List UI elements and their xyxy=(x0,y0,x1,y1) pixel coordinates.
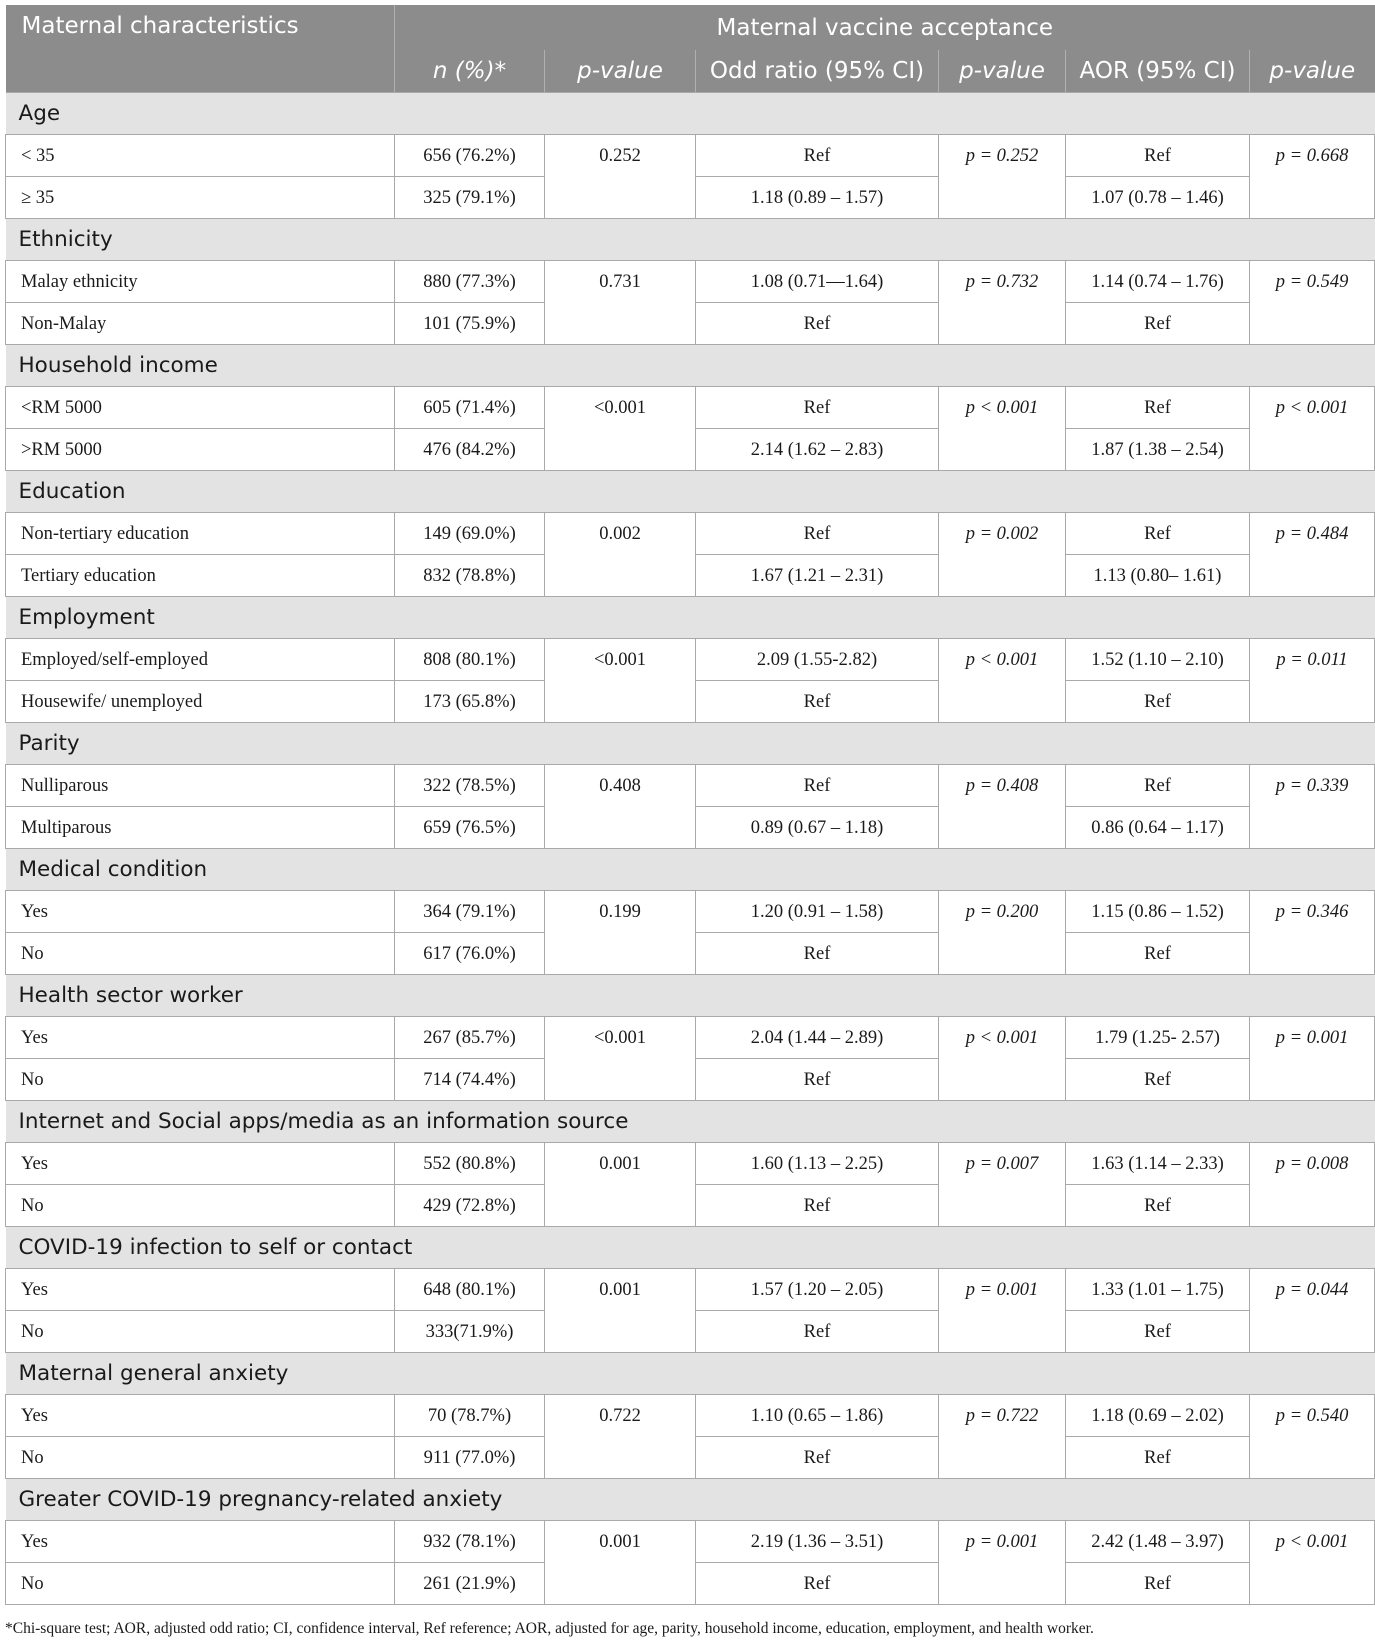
row-n-percent: 149 (69.0%) xyxy=(395,512,545,554)
group-title: COVID-19 infection to self or contact xyxy=(6,1226,1375,1268)
group-title: Education xyxy=(6,470,1375,512)
row-label: < 35 xyxy=(6,134,395,176)
row-n-percent: 832 (78.8%) xyxy=(395,554,545,596)
row-n-percent: 261 (21.9%) xyxy=(395,1562,545,1604)
p-value-or: p = 0.200 xyxy=(939,890,1066,974)
row-n-percent: 656 (76.2%) xyxy=(395,134,545,176)
row-n-percent: 267 (85.7%) xyxy=(395,1016,545,1058)
row-label: Yes xyxy=(6,1520,395,1562)
header-p-value-chi: p-value xyxy=(545,50,696,92)
p-value-chi: 0.722 xyxy=(545,1394,696,1478)
header-p-value-or: p-value xyxy=(939,50,1066,92)
row-n-percent: 808 (80.1%) xyxy=(395,638,545,680)
p-value-aor: p = 0.339 xyxy=(1250,764,1375,848)
row-n-percent: 911 (77.0%) xyxy=(395,1436,545,1478)
row-label: <RM 5000 xyxy=(6,386,395,428)
row-odds-ratio: 1.60 (1.13 – 2.25) xyxy=(696,1142,939,1184)
p-value-chi: <0.001 xyxy=(545,1016,696,1100)
row-odds-ratio: 2.04 (1.44 – 2.89) xyxy=(696,1016,939,1058)
group-header-row xyxy=(6,470,1375,512)
row-aor: 2.42 (1.48 – 3.97) xyxy=(1066,1520,1250,1562)
group-title: Parity xyxy=(6,722,1375,764)
row-aor: Ref xyxy=(1066,1436,1250,1478)
row-odds-ratio: 1.08 (0.71—1.64) xyxy=(696,260,939,302)
group-header-row xyxy=(6,596,1375,638)
header-odds-ratio: Odd ratio (95% CI) xyxy=(696,50,939,92)
p-value-aor: p = 0.484 xyxy=(1250,512,1375,596)
row-n-percent: 322 (78.5%) xyxy=(395,764,545,806)
row-aor: 1.18 (0.69 – 2.02) xyxy=(1066,1394,1250,1436)
p-value-or: p < 0.001 xyxy=(939,1016,1066,1100)
row-aor: 1.79 (1.25- 2.57) xyxy=(1066,1016,1250,1058)
row-aor: Ref xyxy=(1066,1562,1250,1604)
row-n-percent: 364 (79.1%) xyxy=(395,890,545,932)
table-row xyxy=(6,638,1375,680)
row-label: Tertiary education xyxy=(6,554,395,596)
row-aor: Ref xyxy=(1066,134,1250,176)
row-label: Housewife/ unemployed xyxy=(6,680,395,722)
p-value-chi: 0.001 xyxy=(545,1268,696,1352)
row-label: No xyxy=(6,1184,395,1226)
table-body xyxy=(6,92,1375,1604)
group-title: Age xyxy=(6,92,1375,134)
row-n-percent: 659 (76.5%) xyxy=(395,806,545,848)
row-odds-ratio: 0.89 (0.67 – 1.18) xyxy=(696,806,939,848)
row-odds-ratio: Ref xyxy=(696,512,939,554)
row-aor: 1.52 (1.10 – 2.10) xyxy=(1066,638,1250,680)
group-header-row xyxy=(6,218,1375,260)
p-value-chi: 0.252 xyxy=(545,134,696,218)
row-label: No xyxy=(6,1058,395,1100)
row-aor: 1.14 (0.74 – 1.76) xyxy=(1066,260,1250,302)
row-aor: 1.07 (0.78 – 1.46) xyxy=(1066,176,1250,218)
p-value-or: p = 0.252 xyxy=(939,134,1066,218)
row-n-percent: 476 (84.2%) xyxy=(395,428,545,470)
p-value-or: p = 0.722 xyxy=(939,1394,1066,1478)
row-aor: Ref xyxy=(1066,512,1250,554)
header-p-value-aor: p-value xyxy=(1250,50,1375,92)
row-label: Nulliparous xyxy=(6,764,395,806)
row-aor: Ref xyxy=(1066,1184,1250,1226)
p-value-or: p = 0.002 xyxy=(939,512,1066,596)
p-value-aor: p < 0.001 xyxy=(1250,386,1375,470)
group-title: Ethnicity xyxy=(6,218,1375,260)
row-label: Yes xyxy=(6,1016,395,1058)
group-header-row xyxy=(6,974,1375,1016)
row-n-percent: 552 (80.8%) xyxy=(395,1142,545,1184)
row-odds-ratio: Ref xyxy=(696,1058,939,1100)
table-row xyxy=(6,134,1375,176)
row-odds-ratio: 2.09 (1.55-2.82) xyxy=(696,638,939,680)
table-row xyxy=(6,1142,1375,1184)
p-value-or: p = 0.001 xyxy=(939,1520,1066,1604)
p-value-chi: 0.731 xyxy=(545,260,696,344)
row-aor: Ref xyxy=(1066,386,1250,428)
row-label: No xyxy=(6,1562,395,1604)
table-container xyxy=(5,5,1374,1605)
results-table xyxy=(5,5,1375,1605)
table-row xyxy=(6,512,1375,554)
row-odds-ratio: Ref xyxy=(696,764,939,806)
header-vaccine-acceptance: Maternal vaccine acceptance xyxy=(395,5,1375,50)
group-title: Maternal general anxiety xyxy=(6,1352,1375,1394)
row-label: ≥ 35 xyxy=(6,176,395,218)
p-value-chi: <0.001 xyxy=(545,638,696,722)
table-row xyxy=(6,386,1375,428)
p-value-aor: p = 0.044 xyxy=(1250,1268,1375,1352)
group-title: Household income xyxy=(6,344,1375,386)
row-n-percent: 714 (74.4%) xyxy=(395,1058,545,1100)
row-odds-ratio: Ref xyxy=(696,1184,939,1226)
p-value-aor: p = 0.011 xyxy=(1250,638,1375,722)
row-label: Multiparous xyxy=(6,806,395,848)
row-aor: Ref xyxy=(1066,1058,1250,1100)
table-row xyxy=(6,1016,1375,1058)
group-title: Medical condition xyxy=(6,848,1375,890)
row-label: Yes xyxy=(6,1268,395,1310)
header-aor: AOR (95% CI) xyxy=(1066,50,1250,92)
row-odds-ratio: Ref xyxy=(696,1436,939,1478)
p-value-chi: <0.001 xyxy=(545,386,696,470)
p-value-aor: p = 0.346 xyxy=(1250,890,1375,974)
table-header xyxy=(6,5,1375,92)
group-header-row xyxy=(6,722,1375,764)
row-label: Malay ethnicity xyxy=(6,260,395,302)
p-value-aor: p = 0.008 xyxy=(1250,1142,1375,1226)
row-label: No xyxy=(6,1310,395,1352)
p-value-or: p < 0.001 xyxy=(939,638,1066,722)
row-aor: 1.13 (0.80– 1.61) xyxy=(1066,554,1250,596)
p-value-or: p = 0.408 xyxy=(939,764,1066,848)
row-odds-ratio: Ref xyxy=(696,680,939,722)
row-odds-ratio: 2.14 (1.62 – 2.83) xyxy=(696,428,939,470)
p-value-chi: 0.001 xyxy=(545,1142,696,1226)
row-odds-ratio: Ref xyxy=(696,386,939,428)
row-odds-ratio: 1.20 (0.91 – 1.58) xyxy=(696,890,939,932)
row-label: Yes xyxy=(6,1142,395,1184)
row-aor: Ref xyxy=(1066,302,1250,344)
row-label: No xyxy=(6,1436,395,1478)
row-aor: Ref xyxy=(1066,680,1250,722)
p-value-chi: 0.408 xyxy=(545,764,696,848)
p-value-or: p = 0.007 xyxy=(939,1142,1066,1226)
p-value-or: p = 0.001 xyxy=(939,1268,1066,1352)
p-value-aor: p = 0.540 xyxy=(1250,1394,1375,1478)
row-label: Non-tertiary education xyxy=(6,512,395,554)
p-value-or: p = 0.732 xyxy=(939,260,1066,344)
row-aor: Ref xyxy=(1066,764,1250,806)
p-value-aor: p = 0.549 xyxy=(1250,260,1375,344)
row-n-percent: 429 (72.8%) xyxy=(395,1184,545,1226)
table-row xyxy=(6,260,1375,302)
group-header-row xyxy=(6,1100,1375,1142)
row-odds-ratio: Ref xyxy=(696,932,939,974)
group-title: Greater COVID-19 pregnancy-related anxiety xyxy=(6,1478,1375,1520)
p-value-chi: 0.002 xyxy=(545,512,696,596)
row-n-percent: 648 (80.1%) xyxy=(395,1268,545,1310)
group-header-row xyxy=(6,848,1375,890)
row-odds-ratio: 1.18 (0.89 – 1.57) xyxy=(696,176,939,218)
group-header-row xyxy=(6,1478,1375,1520)
row-label: >RM 5000 xyxy=(6,428,395,470)
table-row xyxy=(6,1394,1375,1436)
row-n-percent: 325 (79.1%) xyxy=(395,176,545,218)
group-header-row xyxy=(6,1352,1375,1394)
row-label: No xyxy=(6,932,395,974)
row-n-percent: 333(71.9%) xyxy=(395,1310,545,1352)
group-header-row xyxy=(6,1226,1375,1268)
row-n-percent: 605 (71.4%) xyxy=(395,386,545,428)
p-value-chi: 0.199 xyxy=(545,890,696,974)
table-row xyxy=(6,764,1375,806)
row-n-percent: 101 (75.9%) xyxy=(395,302,545,344)
row-n-percent: 880 (77.3%) xyxy=(395,260,545,302)
p-value-or: p < 0.001 xyxy=(939,386,1066,470)
row-aor: Ref xyxy=(1066,932,1250,974)
header-n-percent: n (%)* xyxy=(395,50,545,92)
row-odds-ratio: Ref xyxy=(696,302,939,344)
row-odds-ratio: Ref xyxy=(696,1562,939,1604)
row-aor: Ref xyxy=(1066,1310,1250,1352)
p-value-aor: p = 0.668 xyxy=(1250,134,1375,218)
header-characteristics: Maternal characteristics xyxy=(6,5,395,92)
row-aor: 1.33 (1.01 – 1.75) xyxy=(1066,1268,1250,1310)
table-row xyxy=(6,890,1375,932)
row-n-percent: 173 (65.8%) xyxy=(395,680,545,722)
p-value-chi: 0.001 xyxy=(545,1520,696,1604)
group-title: Employment xyxy=(6,596,1375,638)
table-row xyxy=(6,1268,1375,1310)
row-odds-ratio: Ref xyxy=(696,134,939,176)
table-row xyxy=(6,1520,1375,1562)
row-n-percent: 932 (78.1%) xyxy=(395,1520,545,1562)
row-odds-ratio: Ref xyxy=(696,1310,939,1352)
row-n-percent: 617 (76.0%) xyxy=(395,932,545,974)
row-aor: 1.15 (0.86 – 1.52) xyxy=(1066,890,1250,932)
row-odds-ratio: 1.67 (1.21 – 2.31) xyxy=(696,554,939,596)
row-aor: 1.63 (1.14 – 2.33) xyxy=(1066,1142,1250,1184)
p-value-aor: p = 0.001 xyxy=(1250,1016,1375,1100)
row-label: Yes xyxy=(6,1394,395,1436)
table-footnote: *Chi-square test; AOR, adjusted odd ratio; CI, confidence interval, Ref reference; AOR, adjusted for age, parity, household income, education, employment, and health worker. xyxy=(5,1620,1094,1637)
row-aor: 0.86 (0.64 – 1.17) xyxy=(1066,806,1250,848)
row-odds-ratio: 1.10 (0.65 – 1.86) xyxy=(696,1394,939,1436)
row-odds-ratio: 2.19 (1.36 – 3.51) xyxy=(696,1520,939,1562)
row-n-percent: 70 (78.7%) xyxy=(395,1394,545,1436)
row-odds-ratio: 1.57 (1.20 – 2.05) xyxy=(696,1268,939,1310)
row-label: Yes xyxy=(6,890,395,932)
row-label: Employed/self-employed xyxy=(6,638,395,680)
group-title: Health sector worker xyxy=(6,974,1375,1016)
p-value-aor: p < 0.001 xyxy=(1250,1520,1375,1604)
group-header-row xyxy=(6,92,1375,134)
row-aor: 1.87 (1.38 – 2.54) xyxy=(1066,428,1250,470)
group-header-row xyxy=(6,344,1375,386)
group-title: Internet and Social apps/media as an information source xyxy=(6,1100,1375,1142)
row-label: Non-Malay xyxy=(6,302,395,344)
